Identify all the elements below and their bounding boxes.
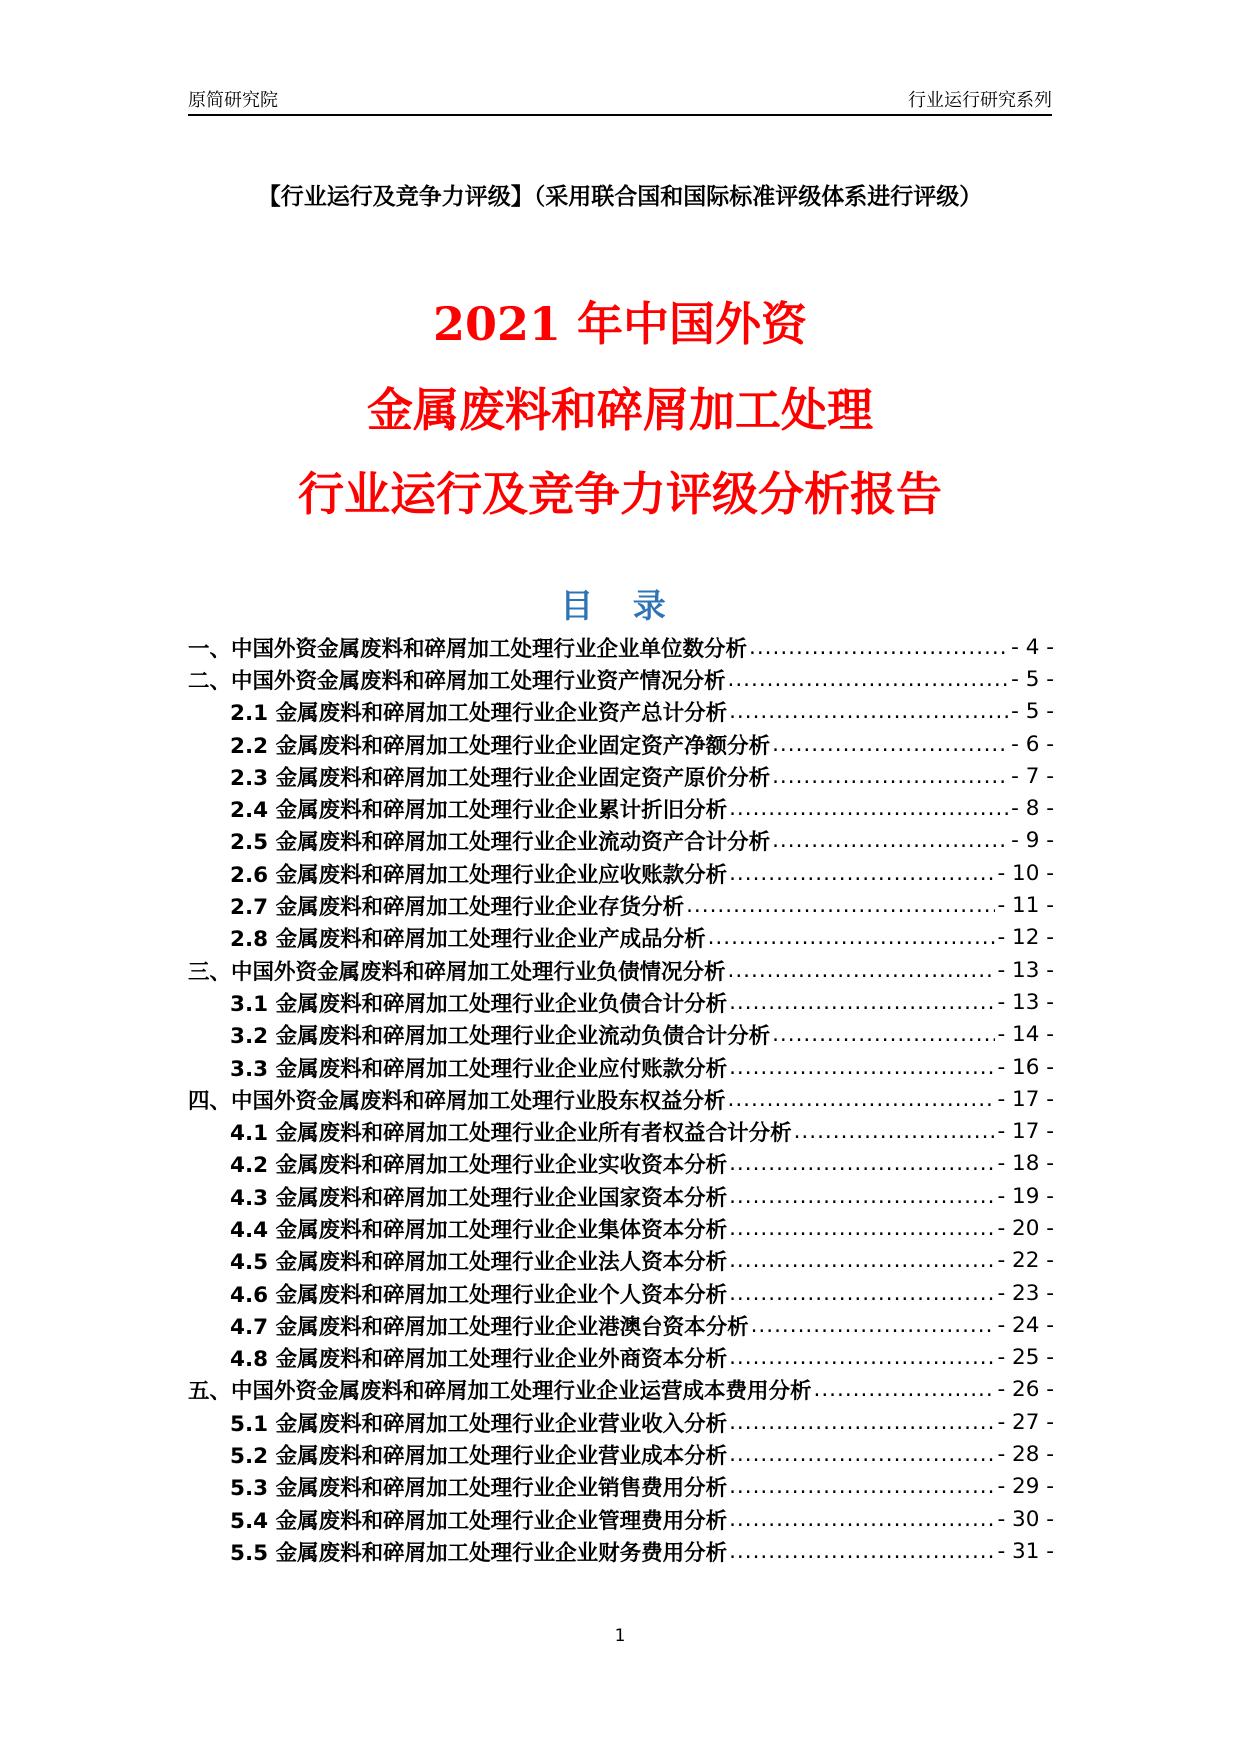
toc-entry-page: - 5 -	[1011, 666, 1054, 692]
toc-entry-title: 3.3 金属废料和碎屑加工处理行业企业应付账款分析	[230, 1056, 728, 1082]
toc-entry[interactable]	[188, 1503, 1054, 1535]
toc-entry-page: - 16 -	[997, 1054, 1054, 1080]
toc-entry[interactable]	[188, 1342, 1054, 1374]
toc-entry[interactable]	[188, 1180, 1054, 1212]
toc-entry-title: 2.3 金属废料和碎屑加工处理行业企业固定资产原价分析	[230, 765, 771, 791]
toc-dot-leader	[794, 1119, 996, 1144]
toc-dot-leader	[729, 1507, 995, 1532]
toc-dot-leader	[729, 990, 995, 1015]
toc-entry[interactable]	[188, 1374, 1054, 1406]
toc-dot-leader	[729, 1151, 995, 1176]
toc-entry[interactable]	[188, 1083, 1054, 1115]
header-divider	[188, 114, 1052, 116]
toc-entry-title: 一、中国外资金属废料和碎屑加工处理行业企业单位数分析	[188, 636, 748, 662]
toc-entry[interactable]	[188, 1019, 1054, 1051]
toc-entry-page: - 12 -	[997, 925, 1054, 951]
toc-dot-leader	[772, 732, 1009, 757]
toc-entry-page: - 11 -	[997, 893, 1054, 919]
toc-dot-leader	[729, 1442, 995, 1467]
report-title-line-3: 行业运行及竞争力评级分析报告	[298, 467, 942, 521]
toc-entry-page: - 13 -	[997, 989, 1054, 1015]
toc-entry-title: 3.2 金属废料和碎屑加工处理行业企业流动负债合计分析	[230, 1024, 771, 1050]
toc-entry-title: 五、中国外资金属废料和碎屑加工处理行业企业运营成本费用分析	[188, 1379, 812, 1405]
toc-dot-leader	[729, 1184, 995, 1209]
toc-entry[interactable]	[188, 1535, 1054, 1567]
toc-entry[interactable]	[188, 922, 1054, 954]
toc-entry-title: 4.3 金属废料和碎屑加工处理行业企业国家资本分析	[230, 1185, 728, 1211]
toc-dot-leader	[729, 1216, 995, 1241]
toc-entry[interactable]	[188, 1406, 1054, 1438]
toc-dot-leader	[729, 1055, 995, 1080]
toc-entry-page: - 14 -	[997, 1022, 1054, 1048]
toc-dot-leader	[729, 1248, 995, 1273]
toc-entry-page: - 6 -	[1011, 731, 1054, 757]
toc-entry[interactable]	[188, 857, 1054, 889]
toc-entry-page: - 26 -	[997, 1377, 1054, 1403]
toc-entry[interactable]	[188, 954, 1054, 986]
toc-entry[interactable]	[188, 663, 1054, 695]
toc-entry-page: - 7 -	[1011, 763, 1054, 789]
toc-entry-page: - 4 -	[1011, 634, 1054, 660]
toc-entry-page: - 27 -	[997, 1409, 1054, 1435]
toc-dot-leader	[708, 925, 996, 950]
toc-entry-title: 2.4 金属废料和碎屑加工处理行业企业累计折旧分析	[230, 798, 728, 824]
toc-entry-title: 4.1 金属废料和碎屑加工处理行业企业所有者权益合计分析	[230, 1121, 792, 1147]
toc-entry[interactable]	[188, 986, 1054, 1018]
toc-entry-page: - 5 -	[1011, 699, 1054, 725]
toc-entry[interactable]	[188, 1438, 1054, 1470]
toc-dot-leader	[772, 764, 1009, 789]
toc-entry[interactable]	[188, 1277, 1054, 1309]
toc-entry-title: 4.5 金属废料和碎屑加工处理行业企业法人资本分析	[230, 1250, 728, 1276]
toc-dot-leader	[729, 1281, 995, 1306]
toc-entry-title: 5.4 金属废料和碎屑加工处理行业企业管理费用分析	[230, 1508, 728, 1534]
toc-entry-title: 四、中国外资金属废料和碎屑加工处理行业股东权益分析	[188, 1088, 726, 1114]
header-series-name: 行业运行研究系列	[908, 90, 1052, 111]
toc-dot-leader	[729, 1345, 995, 1370]
toc-entry-title: 4.2 金属废料和碎屑加工处理行业企业实收资本分析	[230, 1153, 728, 1179]
toc-entry-page: - 29 -	[997, 1474, 1054, 1500]
toc-entry-page: - 8 -	[1011, 796, 1054, 822]
toc-entry[interactable]	[188, 1115, 1054, 1147]
toc-entry[interactable]	[188, 889, 1054, 921]
toc-entry-page: - 25 -	[997, 1345, 1054, 1371]
page-number: 1	[614, 1626, 626, 1646]
toc-entry-title: 5.2 金属废料和碎屑加工处理行业企业营业成本分析	[230, 1444, 728, 1470]
toc-dot-leader	[772, 828, 1009, 853]
toc-dot-leader	[729, 861, 995, 886]
toc-entry-title: 2.7 金属废料和碎屑加工处理行业企业存货分析	[230, 895, 685, 921]
toc-entry-page: - 19 -	[997, 1183, 1054, 1209]
toc-entry-page: - 9 -	[1011, 828, 1054, 854]
toc-entry[interactable]	[188, 1148, 1054, 1180]
toc-entry-page: - 24 -	[997, 1312, 1054, 1338]
report-title-line-2: 金属废料和碎屑加工处理	[367, 383, 873, 437]
header-org-name: 原简研究院	[188, 90, 278, 111]
toc-entry-title: 3.1 金属废料和碎屑加工处理行业企业负债合计分析	[230, 991, 728, 1017]
toc-entry-page: - 23 -	[997, 1280, 1054, 1306]
toc-entry[interactable]	[188, 792, 1054, 824]
toc-dot-leader	[729, 796, 1009, 821]
toc-entry-title: 4.7 金属废料和碎屑加工处理行业企业港澳台资本分析	[230, 1314, 749, 1340]
toc-entry-title: 二、中国外资金属废料和碎屑加工处理行业资产情况分析	[188, 668, 726, 694]
toc-entry-page: - 22 -	[997, 1248, 1054, 1274]
toc-dot-leader	[772, 1022, 995, 1047]
toc-entry[interactable]	[188, 1471, 1054, 1503]
toc-entry-page: - 31 -	[997, 1538, 1054, 1564]
toc-entry-title: 2.6 金属废料和碎屑加工处理行业企业应收账款分析	[230, 862, 728, 888]
toc-entry-page: - 18 -	[997, 1151, 1054, 1177]
toc-entry[interactable]	[188, 1245, 1054, 1277]
toc-entry[interactable]	[188, 631, 1054, 663]
toc-entry-page: - 30 -	[997, 1506, 1054, 1532]
toc-dot-leader	[729, 1539, 995, 1564]
toc-heading: 目 录	[560, 586, 680, 625]
toc-entry-title: 4.8 金属废料和碎屑加工处理行业企业外商资本分析	[230, 1347, 728, 1373]
toc-entry-page: - 13 -	[997, 957, 1054, 983]
toc-dot-leader	[728, 958, 996, 983]
toc-entry[interactable]	[188, 728, 1054, 760]
toc-dot-leader	[728, 667, 1010, 692]
toc-entry[interactable]	[188, 1309, 1054, 1341]
toc-entry-page: - 28 -	[997, 1442, 1054, 1468]
toc-dot-leader	[751, 1313, 996, 1338]
toc-entry-title: 5.5 金属废料和碎屑加工处理行业企业财务费用分析	[230, 1540, 728, 1566]
toc-dot-leader	[729, 1410, 995, 1435]
toc-entry-title: 三、中国外资金属废料和碎屑加工处理行业负债情况分析	[188, 959, 726, 985]
toc-dot-leader	[729, 699, 1009, 724]
toc-entry-title: 4.6 金属废料和碎屑加工处理行业企业个人资本分析	[230, 1282, 728, 1308]
report-title-line-1: 2021 年中国外资	[432, 297, 808, 351]
toc-entry-title: 5.1 金属废料和碎屑加工处理行业企业营业收入分析	[230, 1411, 728, 1437]
toc-entry[interactable]	[188, 1051, 1054, 1083]
toc-entry-title: 2.1 金属废料和碎屑加工处理行业企业资产总计分析	[230, 701, 728, 727]
toc-entry-title: 4.4 金属废料和碎屑加工处理行业企业集体资本分析	[230, 1217, 728, 1243]
toc-entry[interactable]	[188, 696, 1054, 728]
toc-entry-page: - 17 -	[997, 1119, 1054, 1145]
toc-dot-leader	[814, 1377, 996, 1402]
toc-entry-title: 2.5 金属废料和碎屑加工处理行业企业流动资产合计分析	[230, 830, 771, 856]
toc-dot-leader	[728, 1087, 996, 1112]
report-subtitle: 【行业运行及竞争力评级】（采用联合国和国际标准评级体系进行评级）	[257, 184, 983, 210]
toc-entry-title: 5.3 金属废料和碎屑加工处理行业企业销售费用分析	[230, 1476, 728, 1502]
toc-entry[interactable]	[188, 1212, 1054, 1244]
toc-entry[interactable]	[188, 760, 1054, 792]
toc-entry[interactable]	[188, 825, 1054, 857]
toc-dot-leader	[729, 1474, 995, 1499]
table-of-contents	[188, 631, 1054, 1568]
toc-entry-page: - 20 -	[997, 1215, 1054, 1241]
toc-dot-leader	[749, 635, 1009, 660]
toc-dot-leader	[686, 893, 995, 918]
toc-entry-title: 2.8 金属废料和碎屑加工处理行业企业产成品分析	[230, 927, 706, 953]
toc-entry-page: - 10 -	[997, 860, 1054, 886]
toc-entry-title: 2.2 金属废料和碎屑加工处理行业企业固定资产净额分析	[230, 733, 771, 759]
toc-entry-page: - 17 -	[997, 1086, 1054, 1112]
